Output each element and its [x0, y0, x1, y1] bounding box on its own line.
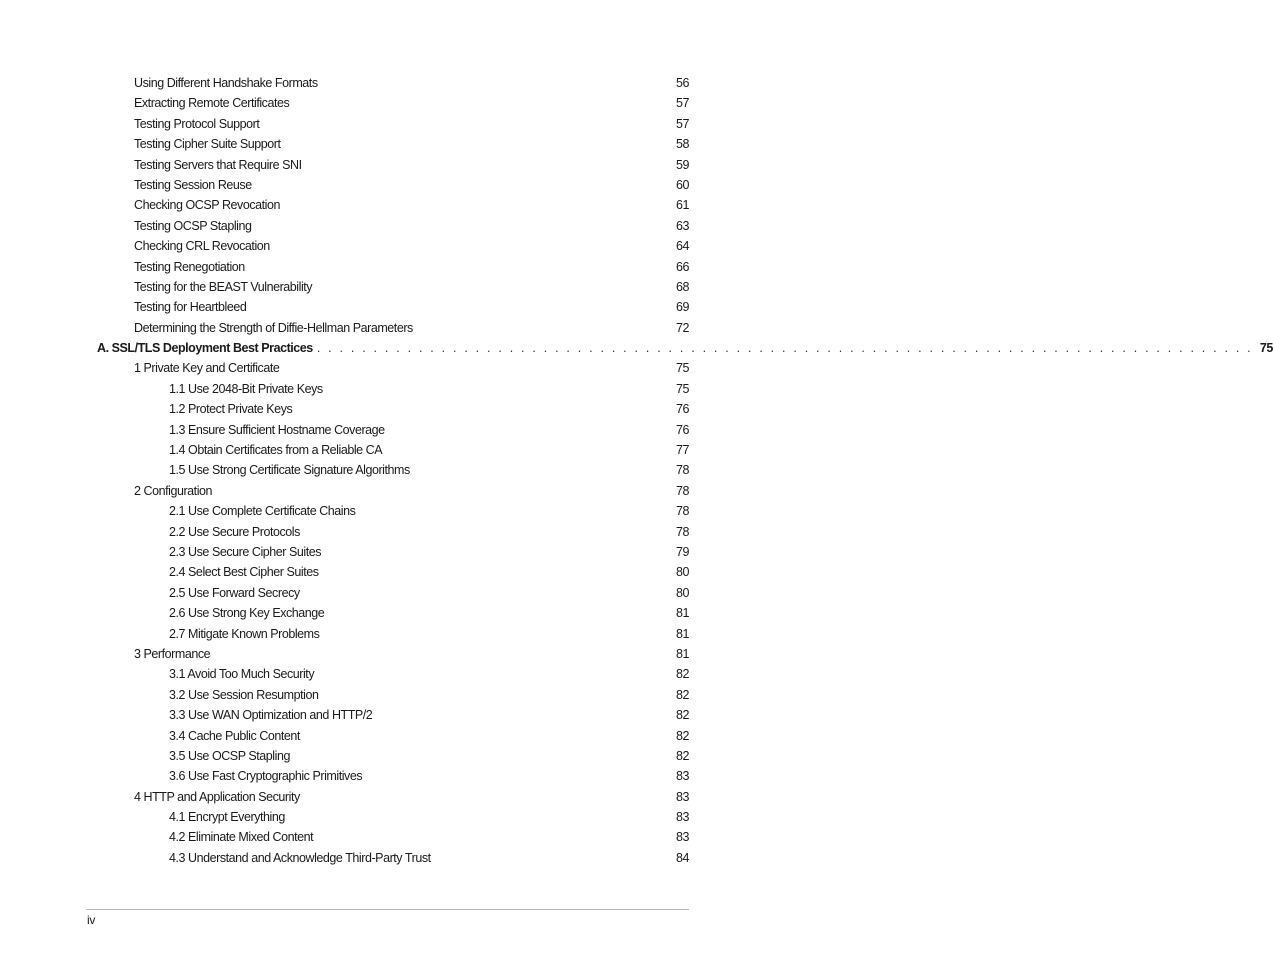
toc-entry[interactable]: [97, 501, 689, 521]
toc-entry-page: 78: [675, 504, 689, 519]
toc-entry-page: 76: [675, 422, 689, 437]
toc-entry-page: 84: [675, 850, 689, 865]
toc-entry-label: 3.6 Use Fast Cryptographic Primitives: [169, 769, 363, 784]
toc-entry[interactable]: [97, 175, 689, 195]
toc-entry[interactable]: [97, 562, 689, 582]
toc-entry-label: 4.2 Eliminate Mixed Content: [169, 830, 314, 845]
toc-entry-page: 83: [675, 769, 689, 784]
toc-entry-label: 3.1 Avoid Too Much Security: [169, 667, 315, 682]
toc-entry[interactable]: [97, 297, 689, 317]
toc-entry-label: 2.6 Use Strong Key Exchange: [169, 606, 325, 621]
toc-entry-label: Checking CRL Revocation: [134, 239, 270, 254]
toc-entry-page: 57: [675, 96, 689, 111]
toc-entry[interactable]: [97, 73, 689, 93]
toc-entry-page: 63: [675, 218, 689, 233]
toc-entry-page: 83: [675, 810, 689, 825]
toc-entry[interactable]: [97, 236, 689, 256]
toc-entry[interactable]: [97, 257, 689, 277]
toc-entry-label: 1.1 Use 2048-Bit Private Keys: [169, 381, 323, 396]
toc-entry[interactable]: [97, 195, 689, 215]
toc-entry-page: 80: [675, 585, 689, 600]
toc-entry[interactable]: [97, 379, 689, 399]
toc-entry-label: 3.3 Use WAN Optimization and HTTP/2: [169, 708, 373, 723]
toc-entry[interactable]: [97, 807, 689, 827]
toc-entry-label: Checking OCSP Revocation: [134, 198, 280, 213]
toc-entry[interactable]: [97, 766, 689, 786]
toc-entry-page: 83: [675, 830, 689, 845]
toc-entry[interactable]: [97, 134, 689, 154]
toc-entry-label: Determining the Strength of Diffie-Hellman Parameters: [134, 320, 413, 335]
toc-entry-page: 82: [675, 748, 689, 763]
toc-entry-label: 4.3 Understand and Acknowledge Third-Party Trust: [169, 850, 431, 865]
toc-entry[interactable]: [97, 277, 689, 297]
toc-entry-page: 83: [675, 789, 689, 804]
toc-entry[interactable]: [97, 787, 689, 807]
toc-entry[interactable]: [97, 114, 689, 134]
toc-entry[interactable]: [97, 399, 689, 419]
toc-entry-label: Testing OCSP Stapling: [134, 218, 252, 233]
toc-entry[interactable]: [97, 440, 689, 460]
toc-chapter-entry[interactable]: [97, 338, 1273, 358]
toc-entry-label: Testing Cipher Suite Support: [134, 137, 281, 152]
toc-entry-label: 3.2 Use Session Resumption: [169, 687, 319, 702]
toc-entry[interactable]: [97, 624, 689, 644]
toc-entry-label: 4.1 Encrypt Everything: [169, 810, 285, 825]
toc-entry-page: 75: [1259, 341, 1273, 356]
toc-entry[interactable]: [97, 746, 689, 766]
toc-entry-page: 78: [675, 483, 689, 498]
toc-entry-page: 64: [675, 239, 689, 254]
toc-entry-label: 1.3 Ensure Sufficient Hostname Coverage: [169, 422, 385, 437]
toc-entry-label: Testing for Heartbleed: [134, 300, 247, 315]
page-number: iv: [87, 913, 96, 927]
toc-entry-label: 1 Private Key and Certificate: [134, 361, 280, 376]
toc-entry[interactable]: [97, 318, 689, 338]
toc-entry-label: 3.4 Cache Public Content: [169, 728, 300, 743]
toc-entry-label: 3 Performance: [134, 646, 211, 661]
toc-entry-label: Testing Protocol Support: [134, 116, 260, 131]
toc-entry-label: 2.7 Mitigate Known Problems: [169, 626, 320, 641]
toc-entry-label: 2.2 Use Secure Protocols: [169, 524, 300, 539]
footer-divider: [86, 909, 689, 910]
toc-entry[interactable]: [97, 726, 689, 746]
toc-entry-page: 69: [675, 300, 689, 315]
toc-entry-label: Using Different Handshake Formats: [134, 76, 318, 90]
toc-entry[interactable]: [97, 522, 689, 542]
toc-entry-label: A. SSL/TLS Deployment Best Practices: [97, 341, 313, 356]
toc-entry[interactable]: [97, 827, 689, 847]
toc-entry-page: 75: [675, 381, 689, 396]
toc-entry-label: Extracting Remote Certificates: [134, 96, 290, 111]
toc-entry-label: 2 Configuration: [134, 483, 213, 498]
toc-entry[interactable]: [97, 583, 689, 603]
toc-entry-label: 2.3 Use Secure Cipher Suites: [169, 544, 322, 559]
toc-entry-label: 1.2 Protect Private Keys: [169, 402, 293, 417]
table-of-contents: [97, 73, 1273, 868]
toc-entry[interactable]: [97, 216, 689, 236]
toc-entry-page: 76: [675, 402, 689, 417]
toc-entry[interactable]: [97, 155, 689, 175]
toc-entry-page: 82: [675, 687, 689, 702]
toc-entry-page: 82: [675, 708, 689, 723]
toc-entry[interactable]: [97, 644, 689, 664]
toc-entry[interactable]: [97, 685, 689, 705]
toc-entry[interactable]: [97, 358, 689, 378]
toc-entry-page: 60: [675, 177, 689, 192]
toc-entry-page: 78: [675, 524, 689, 539]
toc-entry-page: 79: [675, 544, 689, 559]
toc-entry-page: 66: [675, 259, 689, 274]
toc-entry-label: 3.5 Use OCSP Stapling: [169, 748, 290, 763]
toc-entry[interactable]: [97, 460, 689, 480]
toc-entry-page: 58: [675, 137, 689, 152]
toc-entry-page: 82: [675, 667, 689, 682]
toc-entry-page: 59: [675, 157, 689, 172]
toc-entry-page: 61: [675, 198, 689, 213]
toc-entry-label: Testing Servers that Require SNI: [134, 157, 302, 172]
toc-entry-page: 57: [675, 116, 689, 131]
toc-entry-page: 68: [675, 279, 689, 294]
toc-entry-label: Testing Renegotiation: [134, 259, 245, 274]
toc-entry-label: 2.1 Use Complete Certificate Chains: [169, 504, 356, 519]
toc-entry-label: 2.4 Select Best Cipher Suites: [169, 565, 319, 580]
toc-entry-page: 75: [675, 361, 689, 376]
toc-entry[interactable]: [97, 664, 689, 684]
toc-entry-page: 56: [675, 76, 689, 90]
toc-entry-label: 2.5 Use Forward Secrecy: [169, 585, 300, 600]
toc-entry[interactable]: [97, 420, 689, 440]
toc-entry-label: 1.5 Use Strong Certificate Signature Algorithms: [169, 463, 410, 478]
dot-leader: . . . . . . . . . . . . . . . . . . . . . . . . . . . . . . . . . . . . . . . . . . . . . . . . . . . . . . . . . . . . . . . . . . . . . . . . . . . . . . . . . . .: [316, 341, 1253, 356]
toc-entry-label: Testing Session Reuse: [134, 177, 252, 192]
toc-entry-page: 81: [675, 606, 689, 621]
toc-entry-page: 78: [675, 463, 689, 478]
toc-entry[interactable]: [97, 481, 689, 501]
toc-entry[interactable]: [97, 93, 689, 113]
toc-entry-page: 77: [675, 443, 689, 458]
toc-entry-label: 1.4 Obtain Certificates from a Reliable CA: [169, 443, 383, 458]
toc-entry[interactable]: [97, 705, 689, 725]
toc-entry[interactable]: [97, 542, 689, 562]
toc-entry-label: 4 HTTP and Application Security: [134, 789, 300, 804]
toc-entry-page: 81: [675, 646, 689, 661]
toc-entry-page: 82: [675, 728, 689, 743]
toc-entry-page: 81: [675, 626, 689, 641]
toc-entry-label: Testing for the BEAST Vulnerability: [134, 279, 313, 294]
toc-entry[interactable]: [97, 603, 689, 623]
toc-entry[interactable]: [97, 848, 689, 868]
toc-entry-page: 72: [675, 320, 689, 335]
toc-entry-page: 80: [675, 565, 689, 580]
